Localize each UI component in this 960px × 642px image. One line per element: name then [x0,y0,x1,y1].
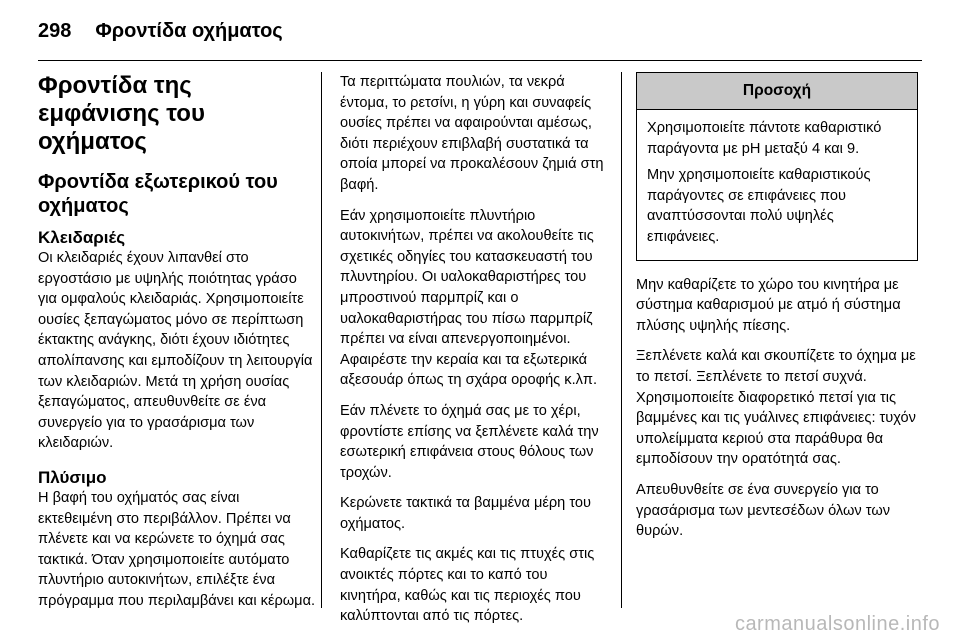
paragraph: Μην καθαρίζετε το χώρο του κινητήρα με σύστημα καθαρισμού με ατμό ή σύστημα πλύσης υψηλής πίεσης. [636,276,901,334]
column-divider-2 [621,72,622,608]
column-1 [38,72,316,612]
paragraph: Καθαρίζετε τις ακμές και τις πτυχές στις ανοικτές πόρτες και το καπό του κινητήρα, καθώς και τις περιοχές που καλύπτονται από τις πόρτες. [340,546,595,625]
locks-heading: Κλειδαριές [38,228,126,247]
page-header [38,14,283,48]
header-divider [38,60,922,61]
caution-box [636,72,918,261]
locks-text: Οι κλειδαριές έχουν λιπανθεί στο εργοστάσιο με υψηλής ποιότητας γράσο για ομφαλούς κλειδαριάς. Χρησιμοποιείτε ουσίες ξεπαγώματος μόνο σε περίπτωση έκτακτης ανάγκης, διότι έχουν ιδιότητες απολίπανσης και εμποδίζουν τη λειτουργία των κλειδαριών. Μετά τη χρήση ουσίας ξεπαγώματος, απευθυνθείτε σε ένα συνεργείο για το γρασάρισμα των κλειδαριών. [38,250,313,452]
paragraph: Εάν χρησιμοποιείτε πλυντήριο αυτοκινήτων, πρέπει να ακολουθείτε τις σχετικές οδηγίες του κατασκευαστή του πλυντηρίου. Οι υαλοκαθαριστήρες του μπροστινού παρμπρίζ και ο υαλοκαθαριστήρας του πίσω παρμπρίζ πρέπει να είναι απενεργοποιημένοι. Αφαιρέστε την κεραία και τα εξωτερικά αξεσουάρ όπως τη σχάρα οροφής κ.λπ. [340,207,598,389]
caution-paragraph: Χρησιμοποιείτε πάντοτε καθαριστικό παράγοντα με pH μεταξύ 4 και 9. [647,120,882,157]
column-2 [340,72,606,637]
column-3 [636,72,918,552]
paragraph: Ξεπλένετε καλά και σκουπίζετε το όχημα με το πετσί. Ξεπλένετε το πετσί συχνά. Χρησιμοποιείτε διαφορετικό πετσί για τις βαμμένες και τις γυάλινες επιφάνειες: τυχόν υπολείμματα κεριού στα παράθυρα θα εμποδίσουν την ορατότητά σας. [636,348,916,468]
watermark: carmanualsonline.info [734,613,940,635]
caution-paragraph: Μην χρησιμοποιείτε καθαριστικούς παράγοντες σε επιφάνειες που αναπτύσσονται πολύ υψηλές επιφάνειες. [647,167,871,245]
caution-body [637,110,917,260]
washing-heading: Πλύσιμο [38,467,107,487]
section-title: Φροντίδα οχήματος [95,19,283,42]
column-divider-1 [321,72,322,608]
page-number: 298 [38,19,72,42]
paragraph: Απευθυνθείτε σε ένα συνεργείο για το γρασάρισμα των μεντεσέδων όλων των θυρών. [636,481,891,540]
section-heading: Φροντίδα εξωτερικού του οχήματος [38,171,278,217]
chapter-heading: Φροντίδα της εμφάνισης του οχήματος [38,72,205,155]
washing-text: Η βαφή του οχήματός σας είναι εκτεθειμένη στο περιβάλλον. Πρέπει να πλένετε και να κερώνετε το όχημά σας τακτικά. Όταν χρησιμοποιείτε αυτόματο πλυντήριο αυτοκινήτων, επιλέξτε ένα πρόγραμμα που περιλαμβάνει και κέρωμα. [38,489,316,609]
paragraph: Τα περιττώματα πουλιών, τα νεκρά έντομα, το ρετσίνι, η γύρη και συναφείς ουσίες πρέπει να αφαιρούνται αμέσως, διότι περιέχουν επιβλαβή συστατικά τα οποία μπορεί να προκαλέσουν ζημιά στη βαφή. [340,74,604,193]
paragraph: Κερώνετε τακτικά τα βαμμένα μέρη του οχήματος. [340,495,592,532]
paragraph: Εάν πλένετε το όχημά σας με το χέρι, φροντίστε επίσης να ξεπλένετε καλά την εσωτερική επιφάνεια στους θόλους των τροχών. [340,402,599,481]
caution-title: Προσοχή [637,73,917,110]
